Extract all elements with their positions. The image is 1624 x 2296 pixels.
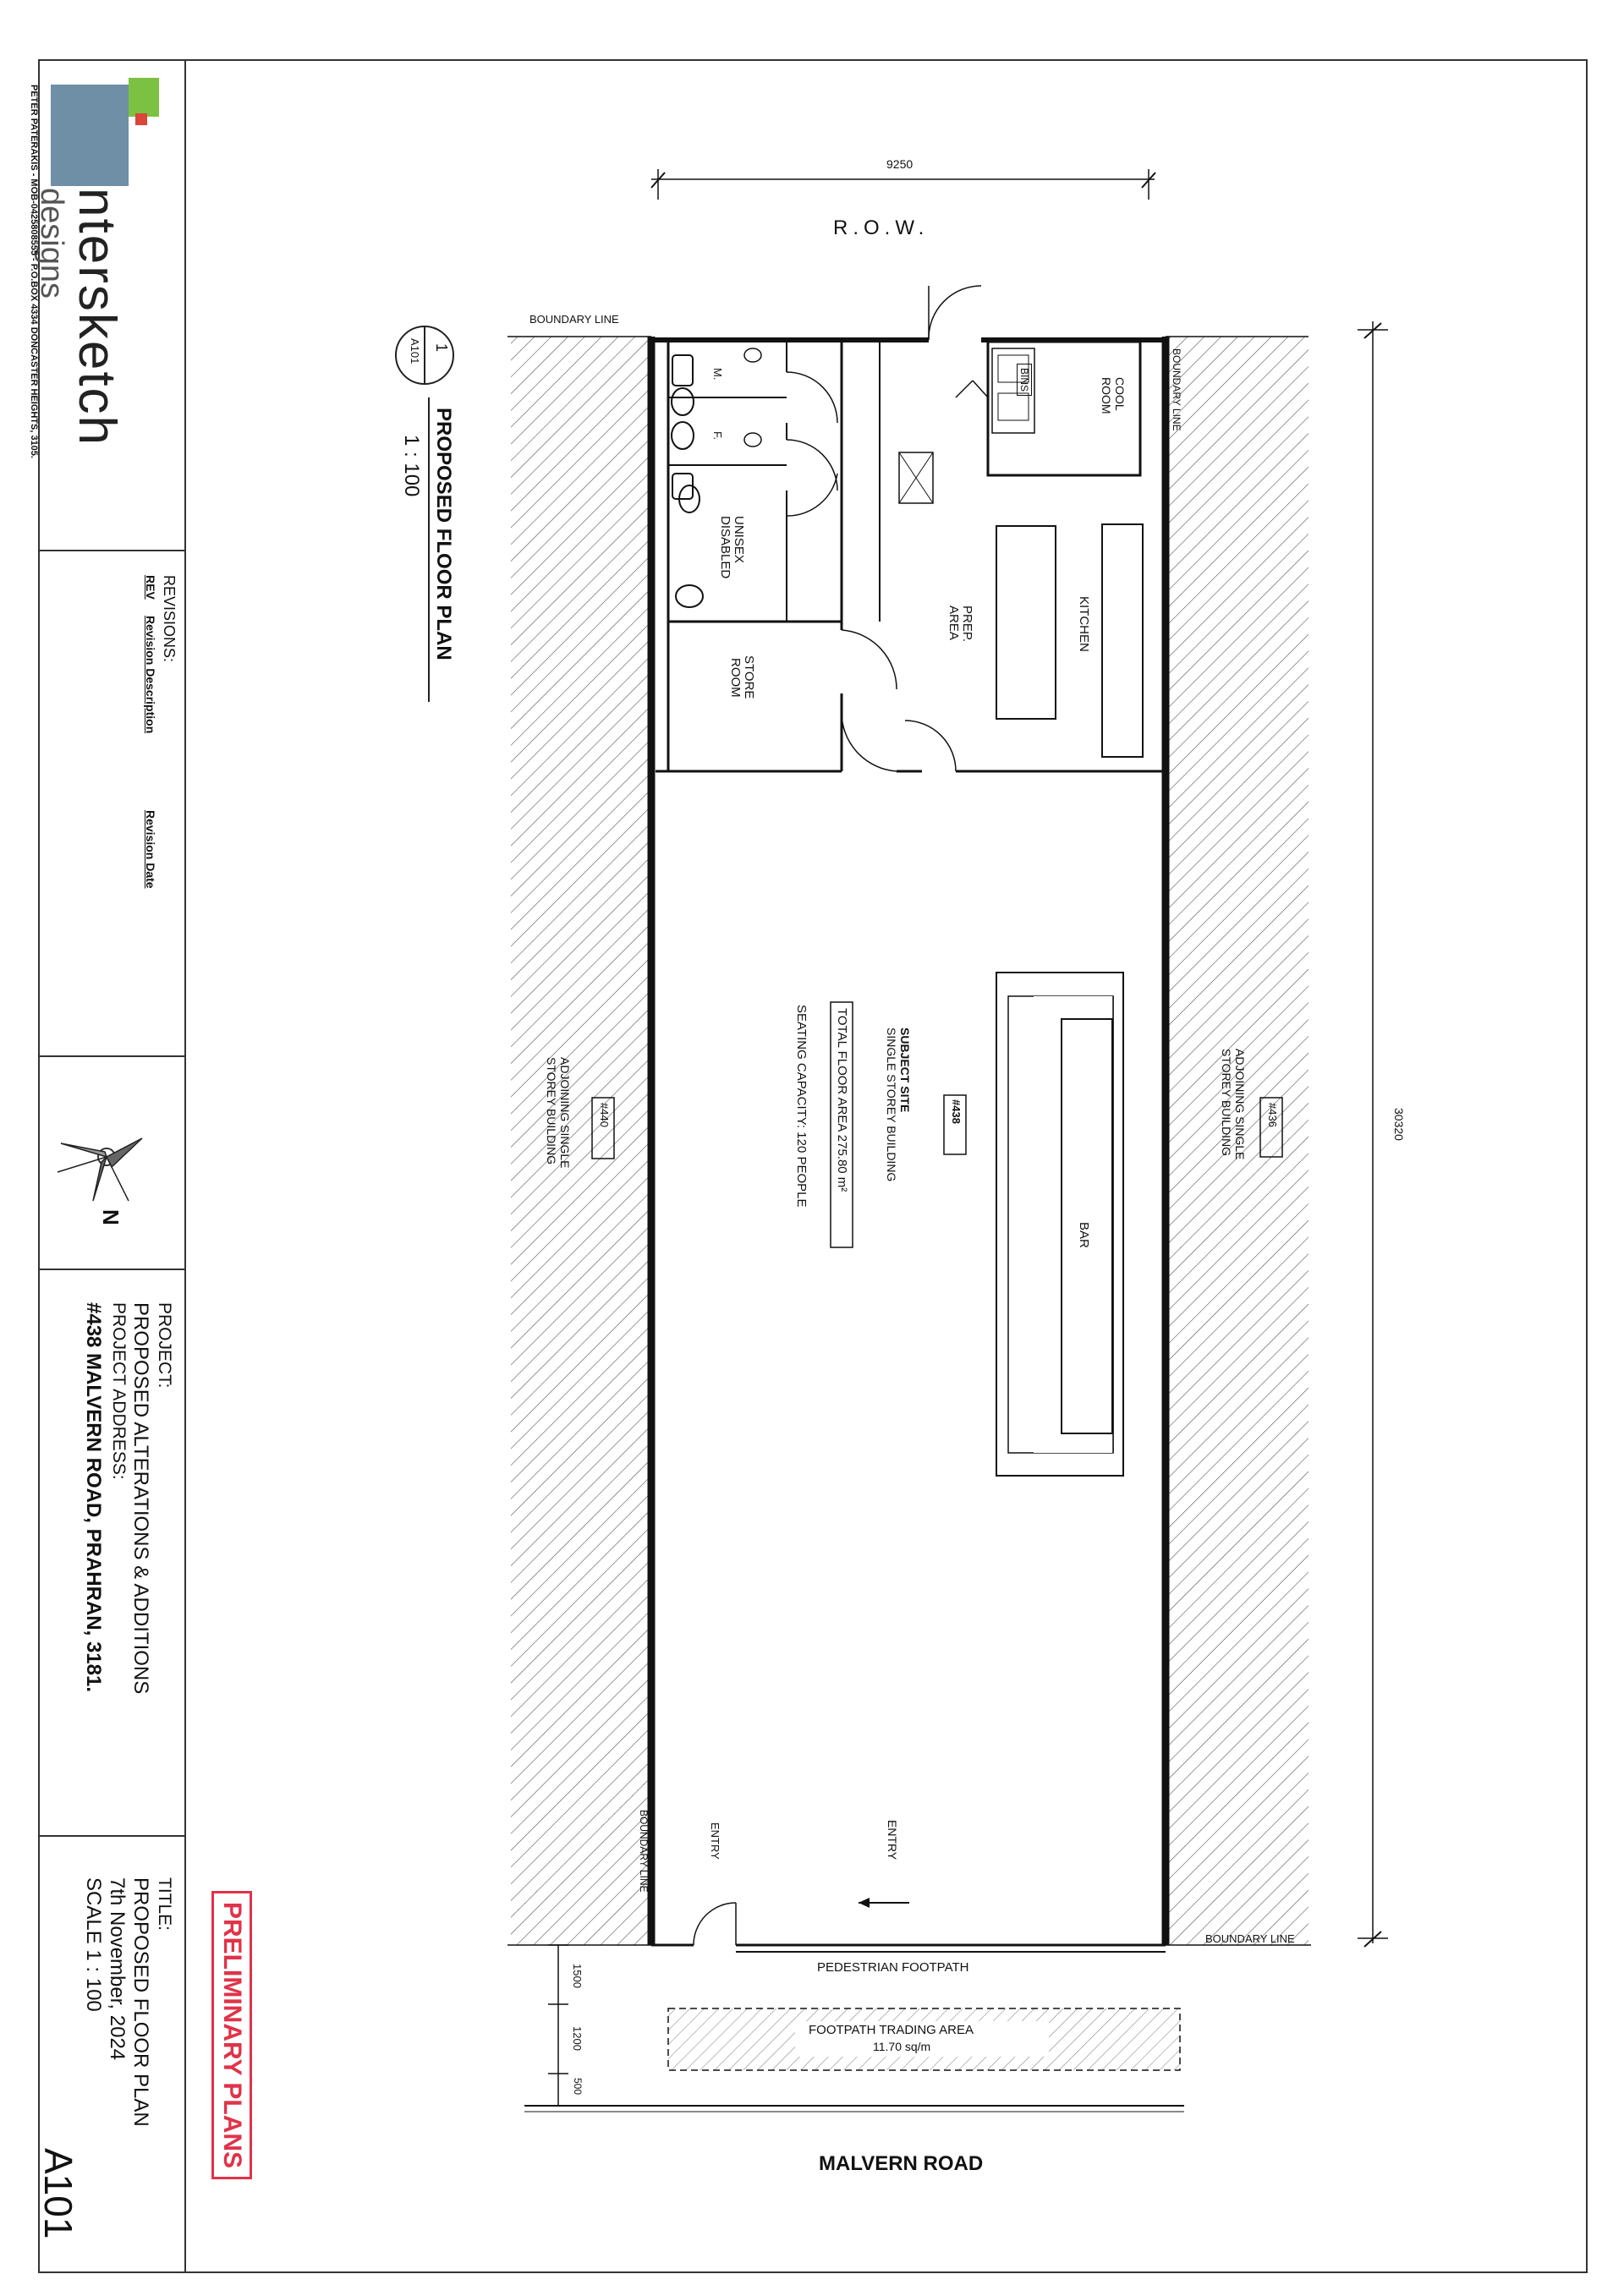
revisions-heading: REVISIONS: bbox=[161, 575, 178, 663]
view-sheet: A101 bbox=[409, 338, 421, 364]
adjoining-right-line2: STOREY BUILDING bbox=[1220, 1049, 1233, 1157]
row-label: R.O.W. bbox=[833, 216, 930, 239]
project-address: #438 MALVERN ROAD, PRAHRAN, 3181. bbox=[82, 1302, 105, 1693]
width-dimension: 9250 bbox=[886, 157, 914, 171]
store-room-label: ROOM bbox=[728, 658, 743, 698]
project-heading: PROJECT: bbox=[155, 1302, 174, 1389]
subject-site-storey: SINGLE STOREY BUILDING bbox=[885, 1027, 898, 1182]
disabled-label: DISABLED bbox=[718, 516, 732, 579]
adjoining-left-number: #440 bbox=[598, 1103, 611, 1127]
length-dimension: 30320 bbox=[1392, 1108, 1406, 1141]
preliminary-stamp: PRELIMINARY PLANS bbox=[211, 1891, 252, 2179]
company-name: ntersketch bbox=[68, 188, 126, 447]
road-name: MALVERN ROAD bbox=[819, 2152, 984, 2175]
boundary-line-top-label: BOUNDARY LINE bbox=[529, 313, 619, 326]
project-address-heading: PROJECT ADDRESS: bbox=[109, 1302, 129, 1480]
view-scale: 1 : 100 bbox=[400, 435, 423, 497]
drawing-scale: SCALE 1 : 100 bbox=[82, 1877, 105, 2012]
unisex-label: UNISEX bbox=[732, 516, 746, 563]
title-heading: TITLE: bbox=[155, 1877, 174, 1932]
dim-500: 500 bbox=[572, 2078, 584, 2096]
pedestrian-footpath-label: PEDESTRIAN FOOTPATH bbox=[817, 1960, 969, 1975]
view-title: PROPOSED FLOOR PLAN bbox=[432, 408, 455, 660]
bar-label: BAR bbox=[1077, 1222, 1091, 1248]
adjoining-right-number: #436 bbox=[1266, 1103, 1279, 1127]
adjoining-left-line2: STOREY BUILDING bbox=[545, 1057, 558, 1165]
male-wc-label: M. bbox=[711, 368, 724, 381]
subject-site-label: SUBJECT SITE bbox=[898, 1027, 912, 1113]
company-contact: PETER PATERAKIS - MOB-0425808555 - P.O.BOX 4334 DONCASTER HEIGHTS, 3105. bbox=[29, 85, 39, 458]
adjoining-building-440 bbox=[511, 337, 648, 1945]
boundary-line-right-label: BOUNDARY LINE bbox=[1171, 348, 1182, 431]
total-floor-area: TOTAL FLOOR AREA 275.80 m² bbox=[835, 1008, 849, 1192]
rev-column: REV bbox=[144, 575, 157, 600]
entry-label-door: ENTRY bbox=[709, 1822, 721, 1860]
drawing-date: 7th November, 2024 bbox=[106, 1877, 129, 2061]
prep-area-label: AREA bbox=[946, 606, 961, 640]
footpath-trading-area-size: 11.70 sq/m bbox=[873, 2040, 931, 2053]
revision-date-column: Revision Date bbox=[144, 810, 157, 889]
store-label: STORE bbox=[742, 655, 756, 699]
adjoining-right-line1: ADJOINING SINGLE bbox=[1233, 1049, 1247, 1160]
dim-1200: 1200 bbox=[571, 2026, 584, 2051]
kitchen-label: KITCHEN bbox=[1077, 596, 1091, 652]
north-letter: N bbox=[98, 1209, 123, 1225]
project-name: PROPOSED ALTERATIONS & ADDITIONS bbox=[129, 1302, 152, 1695]
entry-label-main: ENTRY bbox=[886, 1820, 899, 1860]
subject-site-number: #438 bbox=[950, 1099, 963, 1124]
sheet-number: A101 bbox=[36, 2148, 80, 2239]
bins-label: BINS bbox=[1017, 364, 1032, 396]
company-subname: designs bbox=[34, 188, 69, 299]
view-number: 1 bbox=[433, 343, 450, 353]
seating-capacity: SEATING CAPACITY: 120 PEOPLE bbox=[794, 1005, 809, 1208]
prep-label: PREP. bbox=[960, 606, 974, 643]
revision-description-column: Revision Description bbox=[144, 616, 157, 734]
cool-room-label: ROOM bbox=[1100, 377, 1113, 414]
adjoining-left-line1: ADJOINING SINGLE bbox=[558, 1057, 572, 1169]
cool-label: COOL bbox=[1113, 377, 1127, 411]
boundary-line-left-label: BOUNDARY LINE bbox=[638, 1810, 650, 1893]
drawing-title: PROPOSED FLOOR PLAN bbox=[129, 1877, 152, 2127]
footpath-trading-area-label: FOOTPATH TRADING AREA bbox=[809, 2023, 974, 2037]
female-wc-label: F. bbox=[711, 431, 724, 441]
boundary-line-bottom-label: BOUNDARY LINE bbox=[1205, 1932, 1295, 1945]
dim-1500: 1500 bbox=[571, 1964, 584, 1988]
